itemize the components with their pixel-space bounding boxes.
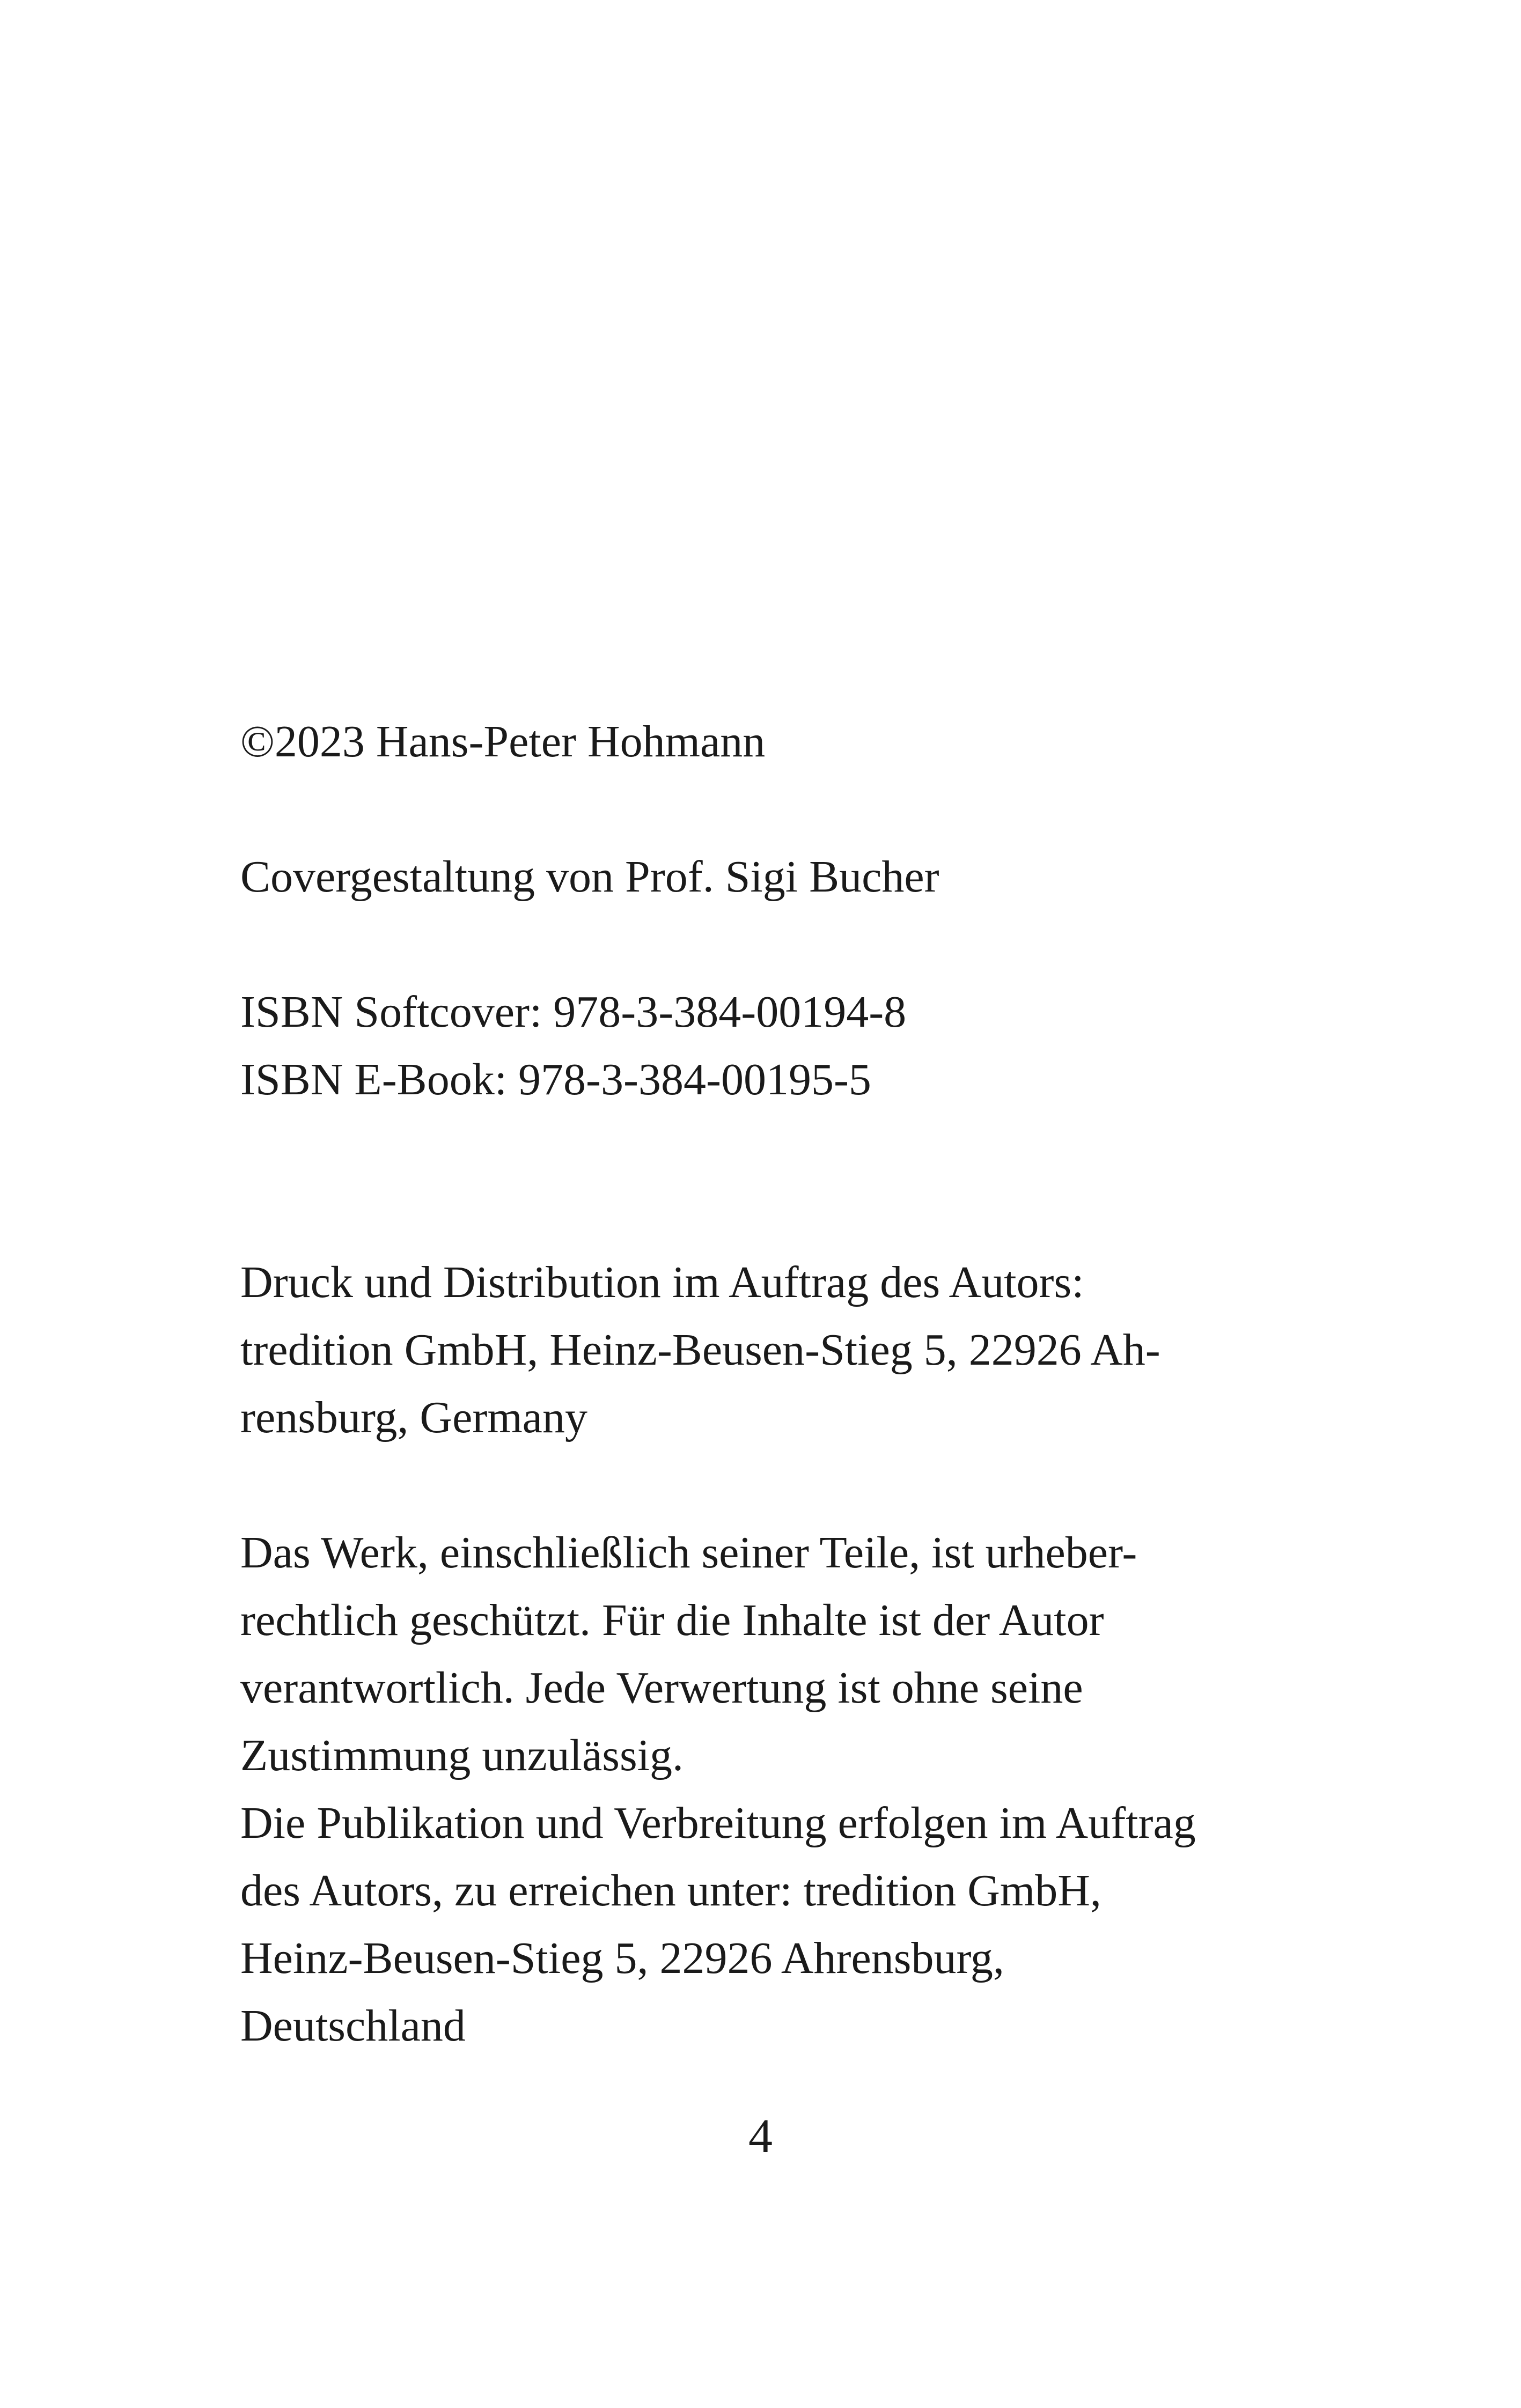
rights-line: Zustimmung unzulässig. xyxy=(240,1730,684,1780)
spacer xyxy=(240,1452,1287,1519)
rights-line: Deutschland xyxy=(240,2001,466,2051)
copyright-line: ©2023 Hans-Peter Hohmann xyxy=(240,717,766,767)
distribution-line: Druck und Distribution im Auftrag des Autors: xyxy=(240,1257,1084,1307)
isbn-softcover-line: ISBN Softcover: 978-3-384-00194-8 xyxy=(240,987,907,1037)
isbn-ebook-line: ISBN E-Book: 978-3-384-00195-5 xyxy=(240,1055,871,1104)
distribution-line: rensburg, Germany xyxy=(240,1393,587,1442)
distribution-line: tredition GmbH, Heinz-Beusen-Stieg 5, 22926 Ah- xyxy=(240,1325,1160,1375)
rights-line: des Autors, zu erreichen unter: tredition GmbH, xyxy=(240,1866,1101,1916)
rights-line: Heinz-Beusen-Stieg 5, 22926 Ahrensburg, xyxy=(240,1933,1004,1983)
rights-line: Die Publikation und Verbreitung erfolgen im Auftrag xyxy=(240,1798,1196,1848)
page-number: 4 xyxy=(748,2110,773,2163)
distribution-paragraph xyxy=(240,1249,1287,1452)
spacer xyxy=(240,776,1287,843)
imprint-block xyxy=(240,708,1287,2060)
rights-line: verantwortlich. Jede Verwertung ist ohne seine xyxy=(240,1663,1083,1713)
cover-design-line: Covergestaltung von Prof. Sigi Bucher xyxy=(240,852,939,902)
rights-paragraph xyxy=(240,1519,1287,2060)
rights-line: Das Werk, einschließlich seiner Teile, ist urheber- xyxy=(240,1528,1137,1578)
spacer xyxy=(240,1114,1287,1249)
rights-line: rechtlich geschützt. Für die Inhalte ist der Autor xyxy=(240,1595,1104,1645)
spacer xyxy=(240,911,1287,978)
